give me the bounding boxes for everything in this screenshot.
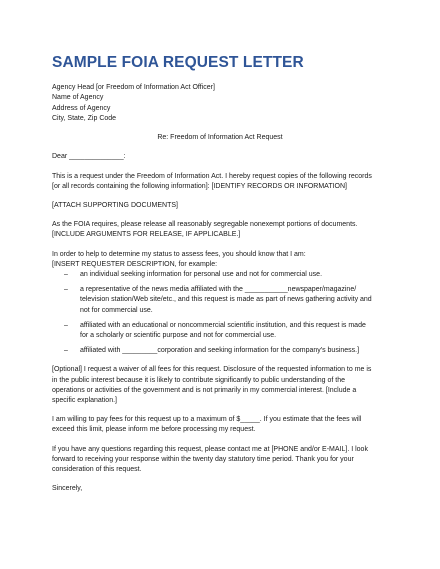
agency-address-block [52, 83, 388, 124]
subject-line: Re: Freedom of Information Act Request [157, 134, 283, 142]
address-line: Agency Head [or Freedom of Information Act Officer] [52, 84, 215, 91]
paragraph-line: In order to help to determine my status to assess fees, you should know that I am: [52, 250, 306, 258]
paragraph-line: I am willing to pay fees for this request up to a maximum of $_____. If you estimate that the fees will [52, 416, 362, 424]
fee-waiver-paragraph [52, 365, 388, 406]
paragraph-line: This is a request under the Freedom of Information Act. I hereby request copies of the following records [52, 172, 372, 180]
attach-documents-note: [ATTACH SUPPORTING DOCUMENTS] [52, 202, 179, 209]
address-line: Address of Agency [52, 104, 111, 112]
paragraph-line: specific explanation.] [52, 397, 117, 405]
paragraph-line: forward to receiving your response within the twenty day statutory time period. Thank you for your [52, 455, 354, 463]
release-paragraph [52, 220, 388, 240]
closing: Sincerely, [52, 485, 83, 493]
list-item: – affiliated with _________corporation and seeking information for the company's business.] [64, 346, 388, 356]
contact-paragraph [52, 445, 388, 476]
fee-limit-paragraph [52, 415, 388, 435]
paragraph-line: As the FOIA requires, please release all reasonably segregable nonexempt portions of documents. [52, 221, 358, 229]
paragraph-line: If you have any questions regarding this request, please contact me at [PHONE and/or E-MAIL]. I look [52, 445, 368, 453]
fee-status-paragraph [52, 250, 388, 270]
letter-title: SAMPLE FOIA REQUEST LETTER [52, 54, 304, 71]
paragraph-line: in the public interest because it is likely to contribute significantly to public understanding of the [52, 376, 346, 384]
address-line: Name of Agency [52, 94, 104, 102]
paragraph-line: operations or activities of the government and is not primarily in my commercial interest. [Include a [52, 386, 357, 394]
request-paragraph [52, 172, 388, 192]
paragraph-line: [INCLUDE ARGUMENTS FOR RELEASE, IF APPLICABLE.] [52, 231, 241, 239]
paragraph-line: consideration of this request. [52, 466, 142, 474]
requester-description-list [52, 270, 388, 356]
paragraph-line: [INSERT REQUESTER DESCRIPTION, for example: [52, 260, 218, 268]
paragraph-line: exceed this limit, please inform me before processing my request. [52, 426, 256, 434]
paragraph-line: [Optional] I request a waiver of all fees for this request. Disclosure of the requested information to me is [52, 366, 372, 374]
salutation: Dear ______________: [52, 153, 126, 161]
list-item: – affiliated with an educational or noncommercial scientific institution, and this request is made for a scholarly or scientific purpose and not for commercial use. [64, 321, 388, 341]
list-item: – a representative of the news media affiliated with the ___________newspaper/magazine/ television station/Web site/etc., and this request is made as part of news gathering activity and not for commercial use. [64, 285, 388, 316]
address-line: City, State, Zip Code [52, 114, 117, 122]
list-item: – an individual seeking information for personal use and not for commercial use. [64, 270, 388, 280]
paragraph-line: [or all records containing the following information]: [IDENTIFY RECORDS OR INFORMATION] [52, 182, 347, 190]
